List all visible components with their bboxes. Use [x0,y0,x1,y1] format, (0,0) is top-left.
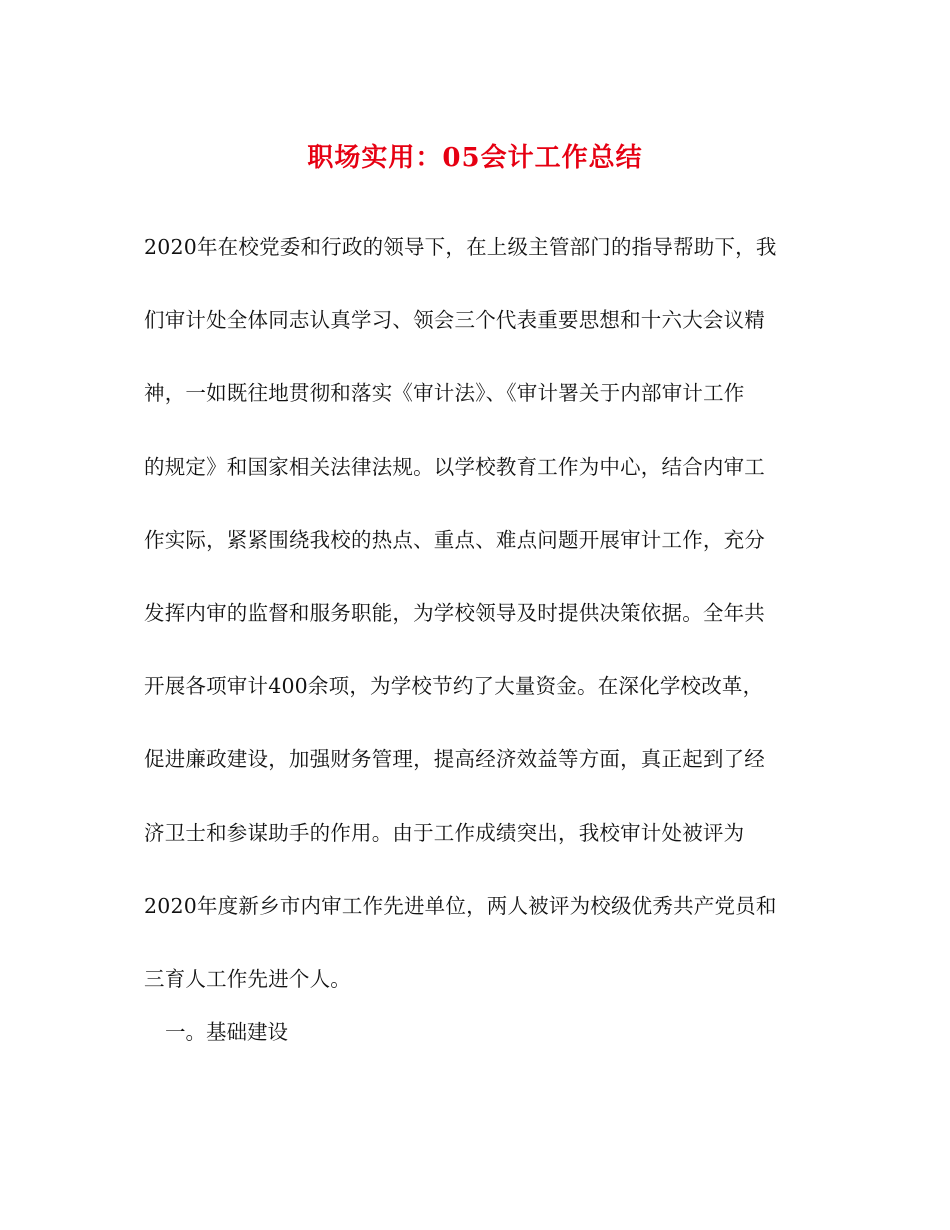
paragraph-line-2: 们审计处全体同志认真学习、领会三个代表重要思想和十六大会议精 [144,308,765,333]
paragraph-line-5: 作实际，紧紧围绕我校的热点、重点、难点问题开展审计工作，充分 [144,527,765,552]
body-paragraph [144,224,814,1029]
paragraph-line-3: 神，一如既往地贯彻和落实《审计法》、《审计署关于内部审计工作 [144,381,745,406]
paragraph-line-11: 三育人工作先进个人。 [144,966,351,991]
paragraph-line-1: 2020年在校党委和行政的领导下，在上级主管部门的指导帮助下，我 [144,235,777,259]
document-title: 职场实用：05会计工作总结 [307,143,643,173]
paragraph-line-10: 2020年度新乡市内审工作先进单位，两人被评为校级优秀共产党员和 [144,893,777,918]
paragraph-line-9: 济卫士和参谋助手的作用。由于工作成绩突出，我校审计处被评为 [144,820,745,845]
paragraph-line-6: 发挥内审的监督和服务职能，为学校领导及时提供决策依据。全年共 [144,600,765,625]
paragraph-line-7: 开展各项审计400余项，为学校节约了大量资金。在深化学校改革， [144,674,764,699]
paragraph-line-4: 的规定》和国家相关法律法规。以学校教育工作为中心，结合内审工 [144,454,765,479]
section-heading: 一。基础建设 [165,1020,288,1044]
paragraph-line-8: 促进廉政建设，加强财务管理，提高经济效益等方面，真正起到了经 [144,747,765,772]
